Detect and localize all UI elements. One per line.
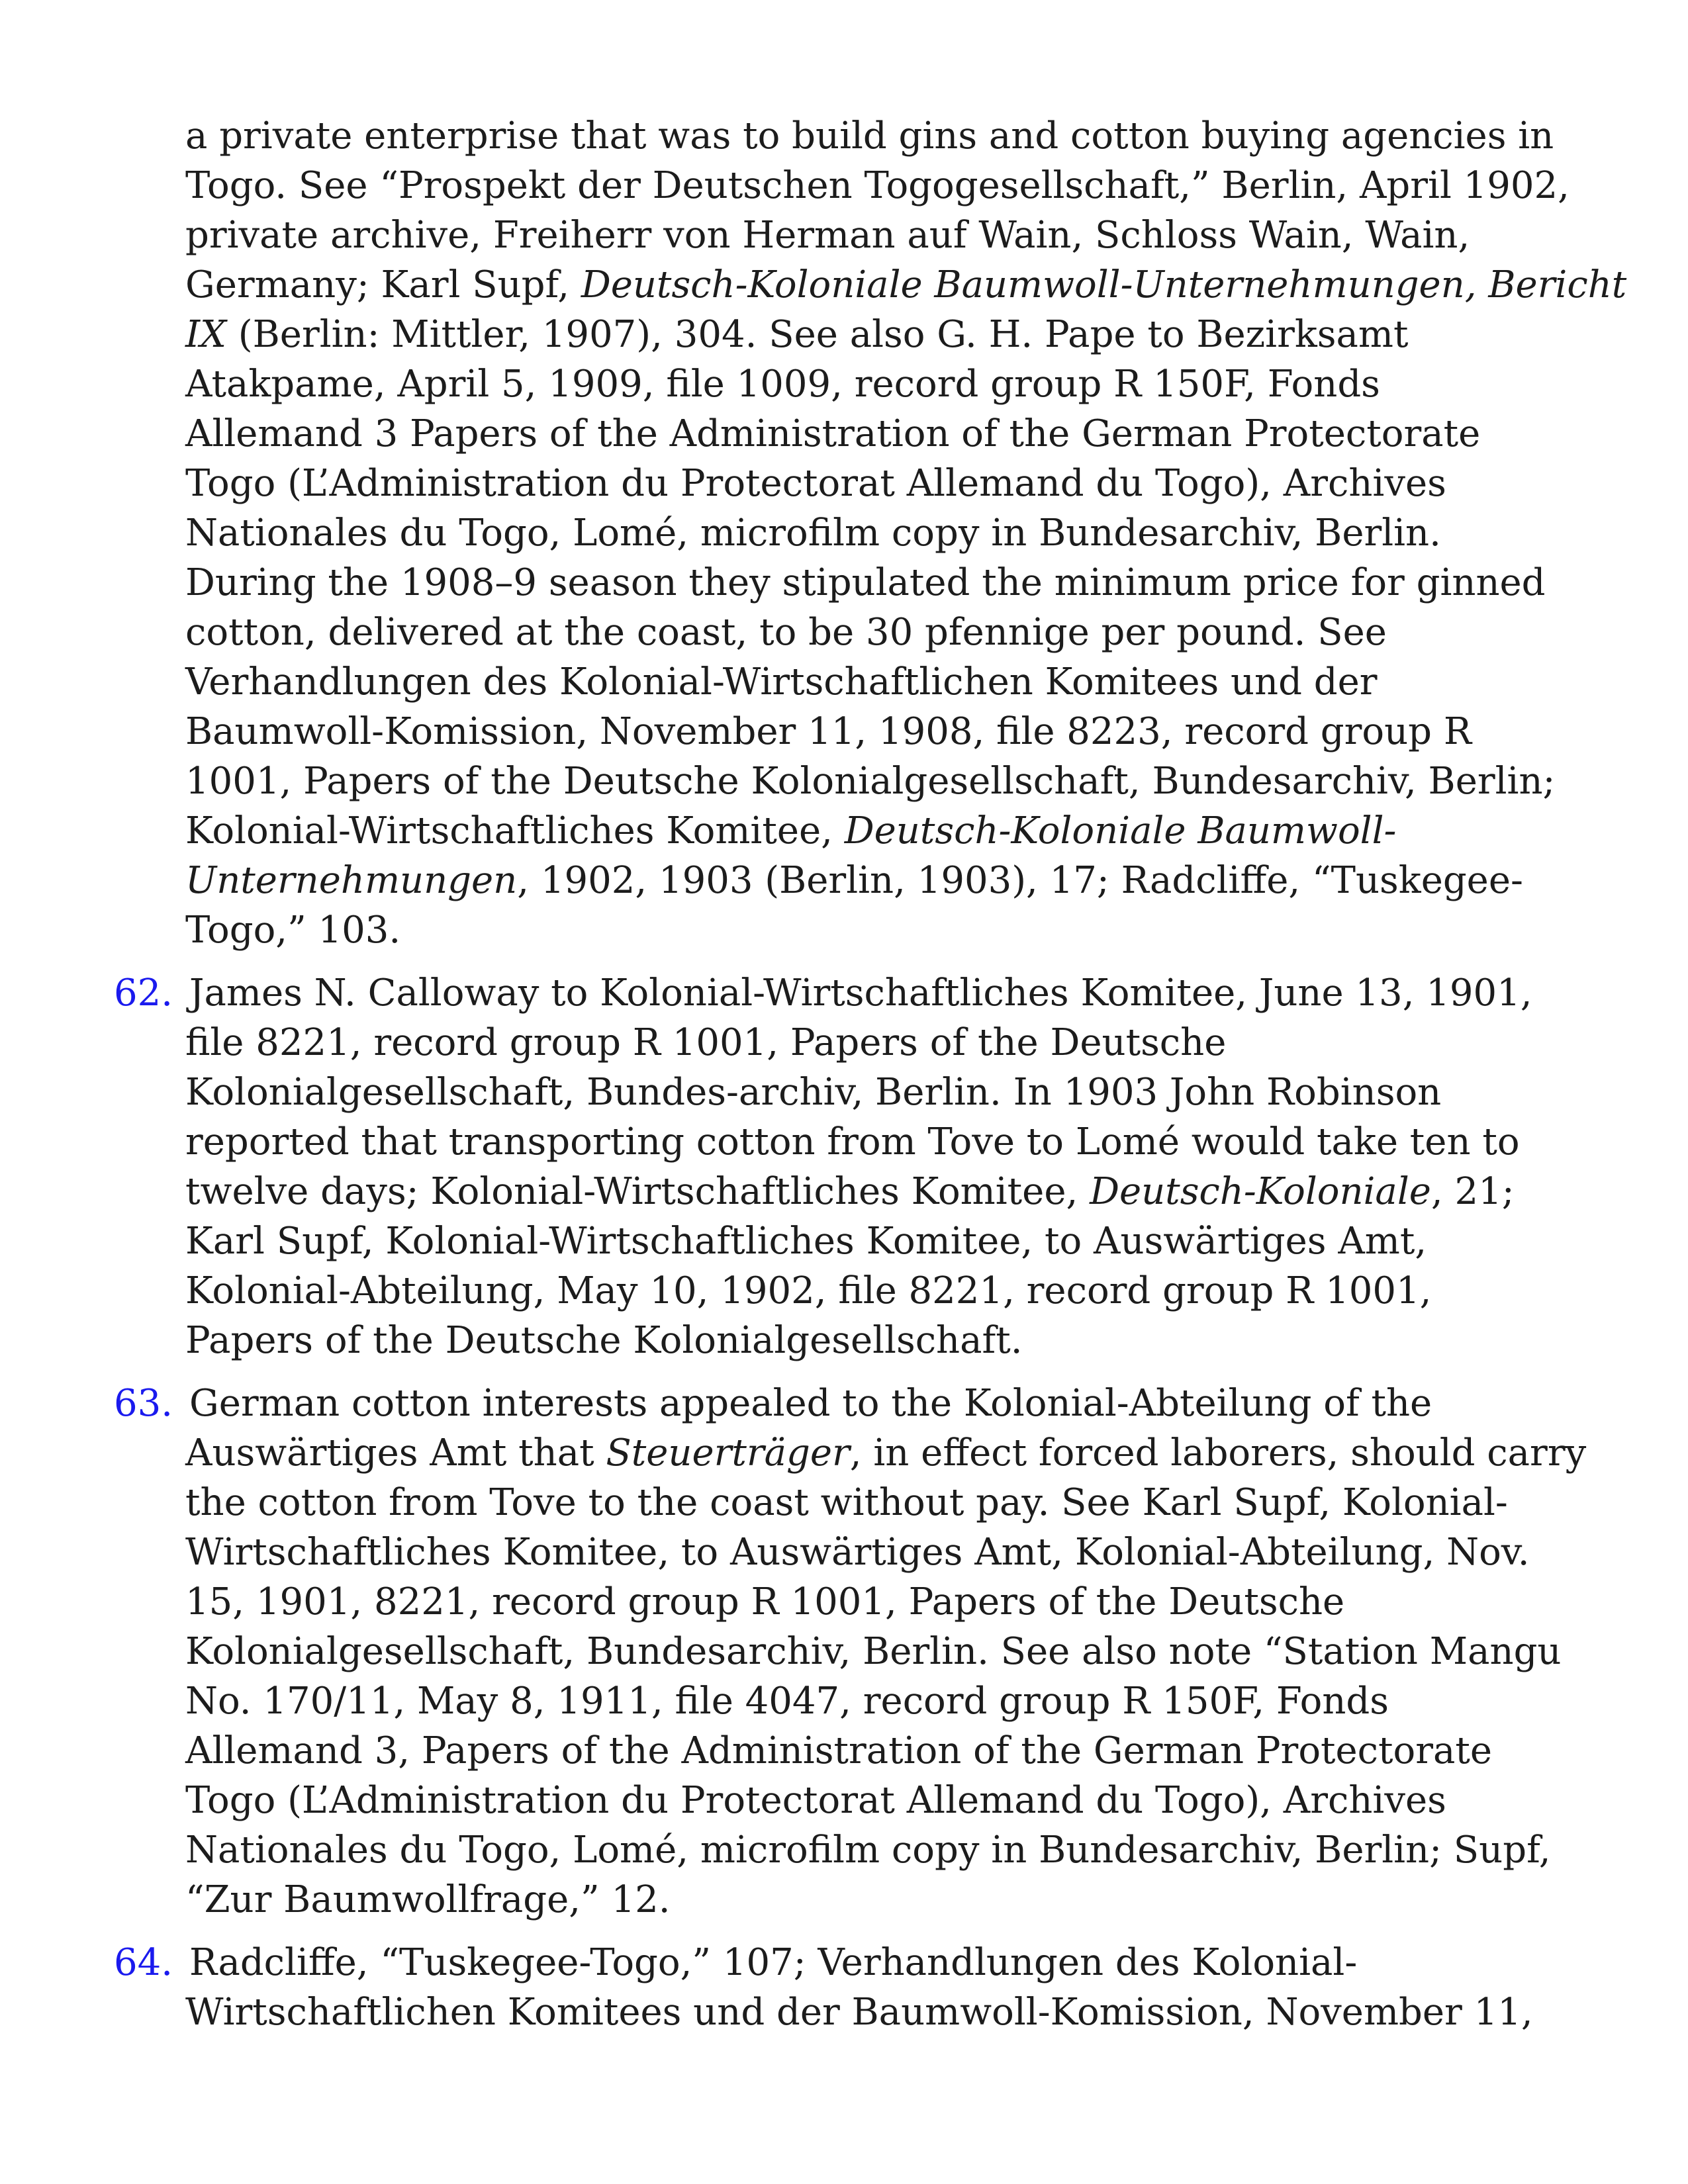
- endnote-text: [185, 1379, 1587, 1925]
- text-run: Allemand 3, Papers of the Administration of the German Protectorate: [185, 1729, 1493, 1772]
- text-line: [185, 1266, 1556, 1316]
- text-run: file 8221, record group R 1001, Papers of the Deutsche: [185, 1021, 1227, 1064]
- text-run: Togo (L’Administration du Protectorat Allemand du Togo), Archives: [185, 462, 1446, 505]
- text-run: the cotton from Tove to the coast without pay. See Karl Supf, Kolonial-: [185, 1481, 1508, 1524]
- text-line: [185, 210, 1556, 260]
- text-line: [185, 1216, 1556, 1266]
- text-run: James N. Calloway to Kolonial-Wirtschaftliches Komitee, June 13, 1901,: [189, 972, 1532, 1015]
- text-run: twelve days; Kolonial-Wirtschaftliches Komitee,: [185, 1170, 1090, 1213]
- text-run: Wirtschaftliches Komitee, to Auswärtiges Amt, Kolonial-Abteilung, Nov.: [185, 1531, 1530, 1574]
- text-run: Radcliffe, “Tuskegee-Togo,” 107; Verhandlungen des Kolonial-: [189, 1941, 1358, 1984]
- text-line: [185, 111, 1556, 161]
- endnote-continued: [119, 111, 1627, 955]
- text-run: Togo (L’Administration du Protectorat Allemand du Togo), Archives: [185, 1779, 1446, 1822]
- text-run: Allemand 3 Papers of the Administration of the German Protectorate: [185, 412, 1481, 455]
- text-run: cotton, delivered at the coast, to be 30 pfennige per pound. See: [185, 611, 1387, 654]
- text-line: [185, 1478, 1556, 1527]
- text-run: No. 170/11, May 8, 1911, file 4047, record group R 150F, Fonds: [185, 1680, 1389, 1723]
- text-line: [185, 1167, 1556, 1216]
- text-line: [185, 1117, 1556, 1167]
- text-run: private archive, Freiherr von Herman auf Wain, Schloss Wain, Wain,: [185, 214, 1470, 257]
- text-run: (Berlin: Mittler, 1907), 304. See also G. H. Pape to Bezirksamt: [226, 313, 1409, 356]
- endnote-number-link[interactable]: 64.: [114, 1941, 173, 1984]
- text-line: [185, 508, 1556, 558]
- text-run: Germany; Karl Supf,: [185, 263, 581, 306]
- text-run: 1001, Papers of the Deutsche Kolonialgesellschaft, Bundesarchiv, Berlin;: [185, 760, 1556, 803]
- text-run: , in effect forced laborers, should carry: [849, 1432, 1587, 1475]
- text-line: [185, 1527, 1556, 1577]
- text-run: Kolonialgesellschaft, Bundes-archiv, Berlin. In 1903 John Robinson: [185, 1071, 1442, 1114]
- italic-title-text: Deutsch-Koloniale: [1090, 1170, 1431, 1213]
- text-run: reported that transporting cotton from Tove to Lomé would take ten to: [185, 1120, 1520, 1163]
- text-run: Nationales du Togo, Lomé, microfilm copy in Bundesarchiv, Berlin.: [185, 512, 1441, 555]
- text-line: [185, 707, 1556, 756]
- text-line: [185, 1676, 1556, 1726]
- text-run: Kolonial-Wirtschaftliches Komitee,: [185, 809, 845, 852]
- text-line: [185, 359, 1556, 409]
- text-run: Wirtschaftlichen Komitees und der Baumwoll-Komission, November 11,: [185, 1991, 1533, 2034]
- text-line: [185, 1627, 1562, 1676]
- endnote-text: [185, 968, 1556, 1365]
- endnote-number-link[interactable]: 63.: [114, 1382, 173, 1425]
- italic-title-text: Unternehmungen: [185, 859, 518, 902]
- text-run: Atakpame, April 5, 1909, file 1009, record group R 150F, Fonds: [185, 363, 1380, 406]
- italic-title-text: Deutsch-Koloniale Baumwoll-: [844, 809, 1397, 852]
- text-line: [185, 161, 1570, 210]
- text-run: During the 1908–9 season they stipulated the minimum price for ginned: [185, 561, 1546, 604]
- text-line: [185, 1938, 1556, 1987]
- italic-title-text: Deutsch-Koloniale Baumwoll-Unternehmungen, Bericht: [581, 263, 1627, 306]
- text-line: [185, 608, 1556, 657]
- text-line: [185, 968, 1556, 1018]
- endnote-64: [114, 1938, 1556, 2037]
- endnotes-list: [114, 111, 1627, 2050]
- text-line: [185, 1577, 1556, 1627]
- text-run: , 21;: [1430, 1170, 1515, 1213]
- endnote-63: [114, 1379, 1587, 1925]
- text-line: [185, 856, 1556, 905]
- text-line: [185, 1068, 1556, 1117]
- endnote-number-link[interactable]: 62.: [114, 972, 173, 1015]
- text-line: [185, 1825, 1556, 1875]
- text-run: German cotton interests appealed to the Kolonial-Abteilung of the: [189, 1382, 1432, 1425]
- text-run: Togo. See “Prospekt der Deutschen Togogesellschaft,” Berlin, April 1902,: [185, 164, 1570, 207]
- text-line: [185, 260, 1627, 310]
- text-run: Karl Supf, Kolonial-Wirtschaftliches Komitee, to Auswärtiges Amt,: [185, 1220, 1427, 1263]
- text-run: Auswärtiges Amt that: [185, 1432, 606, 1475]
- text-line: [185, 409, 1556, 459]
- text-line: [185, 558, 1556, 608]
- text-run: “Zur Baumwollfrage,” 12.: [185, 1878, 671, 1921]
- endnote-62: [114, 968, 1556, 1365]
- text-run: a private enterprise that was to build gins and cotton buying agencies in: [185, 114, 1554, 158]
- endnote-text: [185, 1938, 1556, 2037]
- text-line: [185, 1316, 1556, 1365]
- text-run: Nationales du Togo, Lomé, microfilm copy in Bundesarchiv, Berlin; Supf,: [185, 1829, 1551, 1872]
- text-line: [185, 459, 1556, 508]
- text-run: Baumwoll-Komission, November 11, 1908, file 8223, record group R: [185, 710, 1472, 753]
- text-line: [185, 1875, 1556, 1925]
- text-line: [185, 756, 1556, 806]
- text-line: [185, 905, 1556, 955]
- text-line: [185, 1428, 1587, 1478]
- text-run: Togo,” 103.: [185, 909, 401, 952]
- text-line: [185, 1018, 1556, 1068]
- text-run: Papers of the Deutsche Kolonialgesellschaft.: [185, 1319, 1023, 1362]
- text-line: [185, 310, 1556, 359]
- text-line: [185, 657, 1556, 707]
- text-run: Verhandlungen des Kolonial-Wirtschaftlichen Komitees und der: [185, 660, 1378, 704]
- text-line: [185, 1987, 1556, 2037]
- italic-title-text: IX: [185, 313, 226, 356]
- text-line: [185, 1776, 1556, 1825]
- text-run: Kolonialgesellschaft, Bundesarchiv, Berlin. See also note “Station Mangu: [185, 1630, 1562, 1673]
- text-line: [185, 806, 1556, 856]
- text-line: [185, 1726, 1556, 1776]
- italic-title-text: Steuerträger: [606, 1432, 850, 1475]
- text-run: , 1902, 1903 (Berlin, 1903), 17; Radcliffe, “Tuskegee-: [517, 859, 1523, 902]
- text-line: [185, 1379, 1556, 1428]
- endnote-text: [185, 111, 1627, 955]
- text-run: 15, 1901, 8221, record group R 1001, Papers of the Deutsche: [185, 1580, 1345, 1623]
- text-run: Kolonial-Abteilung, May 10, 1902, file 8221, record group R 1001,: [185, 1269, 1432, 1312]
